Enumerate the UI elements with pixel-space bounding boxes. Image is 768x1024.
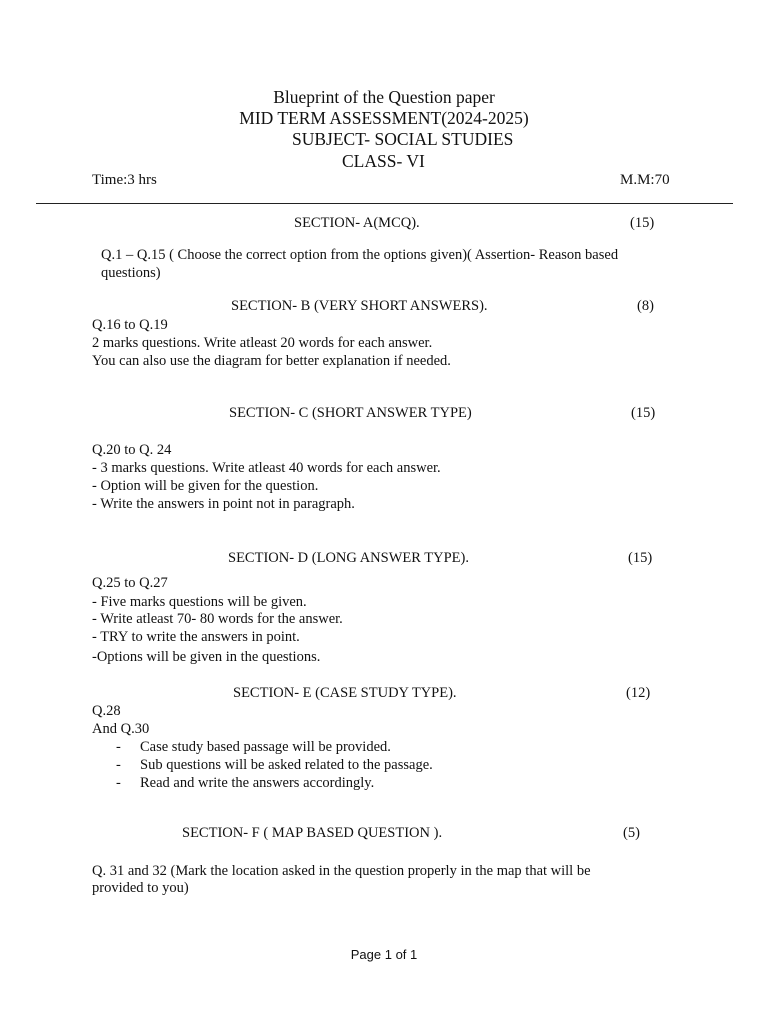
section-e-line: Q.28 [92, 703, 121, 719]
section-d-line: - Five marks questions will be given. [92, 594, 307, 610]
section-c-line: Q.20 to Q. 24 [92, 442, 172, 458]
doc-title: Blueprint of the Question paper [273, 87, 495, 107]
section-c-title: SECTION- C (SHORT ANSWER TYPE) [229, 405, 472, 421]
section-e-marks: (12) [626, 685, 651, 701]
section-a-marks: (15) [630, 215, 655, 231]
class-title: CLASS- VI [342, 151, 425, 171]
section-d-line: -Options will be given in the questions. [92, 649, 321, 665]
section-c-line: - 3 marks questions. Write atleast 40 words for each answer. [92, 460, 441, 476]
assessment-title: MID TERM ASSESSMENT(2024-2025) [239, 108, 529, 128]
time-label: Time:3 hrs [92, 172, 157, 188]
section-d-line: Q.25 to Q.27 [92, 575, 168, 591]
section-b-marks: (8) [637, 298, 654, 314]
max-marks-label: M.M:70 [620, 172, 670, 188]
bullet-text: Read and write the answers accordingly. [140, 775, 375, 791]
section-f-title: SECTION- F ( MAP BASED QUESTION ). [182, 825, 443, 841]
section-d-marks: (15) [628, 550, 653, 566]
subject-title: SUBJECT- SOCIAL STUDIES [292, 129, 514, 149]
section-a-title: SECTION- A(MCQ). [294, 215, 420, 231]
section-b-title: SECTION- B (VERY SHORT ANSWERS). [231, 298, 488, 314]
section-a-line: Q.1 – Q.15 ( Choose the correct option from the options given)( Assertion- Reason based [101, 247, 619, 263]
section-f-line: Q. 31 and 32 (Mark the location asked in the question properly in the map that will be [92, 863, 591, 879]
section-c-line: - Write the answers in point not in paragraph. [92, 496, 355, 512]
section-b-line: You can also use the diagram for better explanation if needed. [92, 353, 451, 369]
section-c-marks: (15) [631, 405, 656, 421]
section-e-title: SECTION- E (CASE STUDY TYPE). [233, 685, 457, 701]
section-e-line: And Q.30 [92, 721, 150, 737]
header-divider [36, 203, 733, 204]
section-a-line: questions) [101, 265, 161, 281]
bullet-text: Sub questions will be asked related to the passage. [140, 757, 433, 773]
section-e-bullet: - Case study based passage will be provided. [116, 739, 391, 755]
bullet-text: Case study based passage will be provided. [140, 739, 391, 755]
section-b-line: 2 marks questions. Write atleast 20 words for each answer. [92, 335, 433, 351]
page-number: Page 1 of 1 [350, 947, 418, 962]
section-c-line: - Option will be given for the question. [92, 478, 319, 494]
section-e-bullet: - Read and write the answers accordingly. [116, 775, 375, 791]
section-f-marks: (5) [623, 825, 640, 841]
section-d-line: - TRY to write the answers in point. [92, 629, 300, 645]
section-d-title: SECTION- D (LONG ANSWER TYPE). [228, 550, 469, 566]
section-f-line: provided to you) [92, 880, 189, 896]
section-e-bullet: - Sub questions will be asked related to the passage. [116, 757, 433, 773]
section-d-line: - Write atleast 70- 80 words for the answer. [92, 611, 343, 627]
section-b-line: Q.16 to Q.19 [92, 317, 168, 333]
